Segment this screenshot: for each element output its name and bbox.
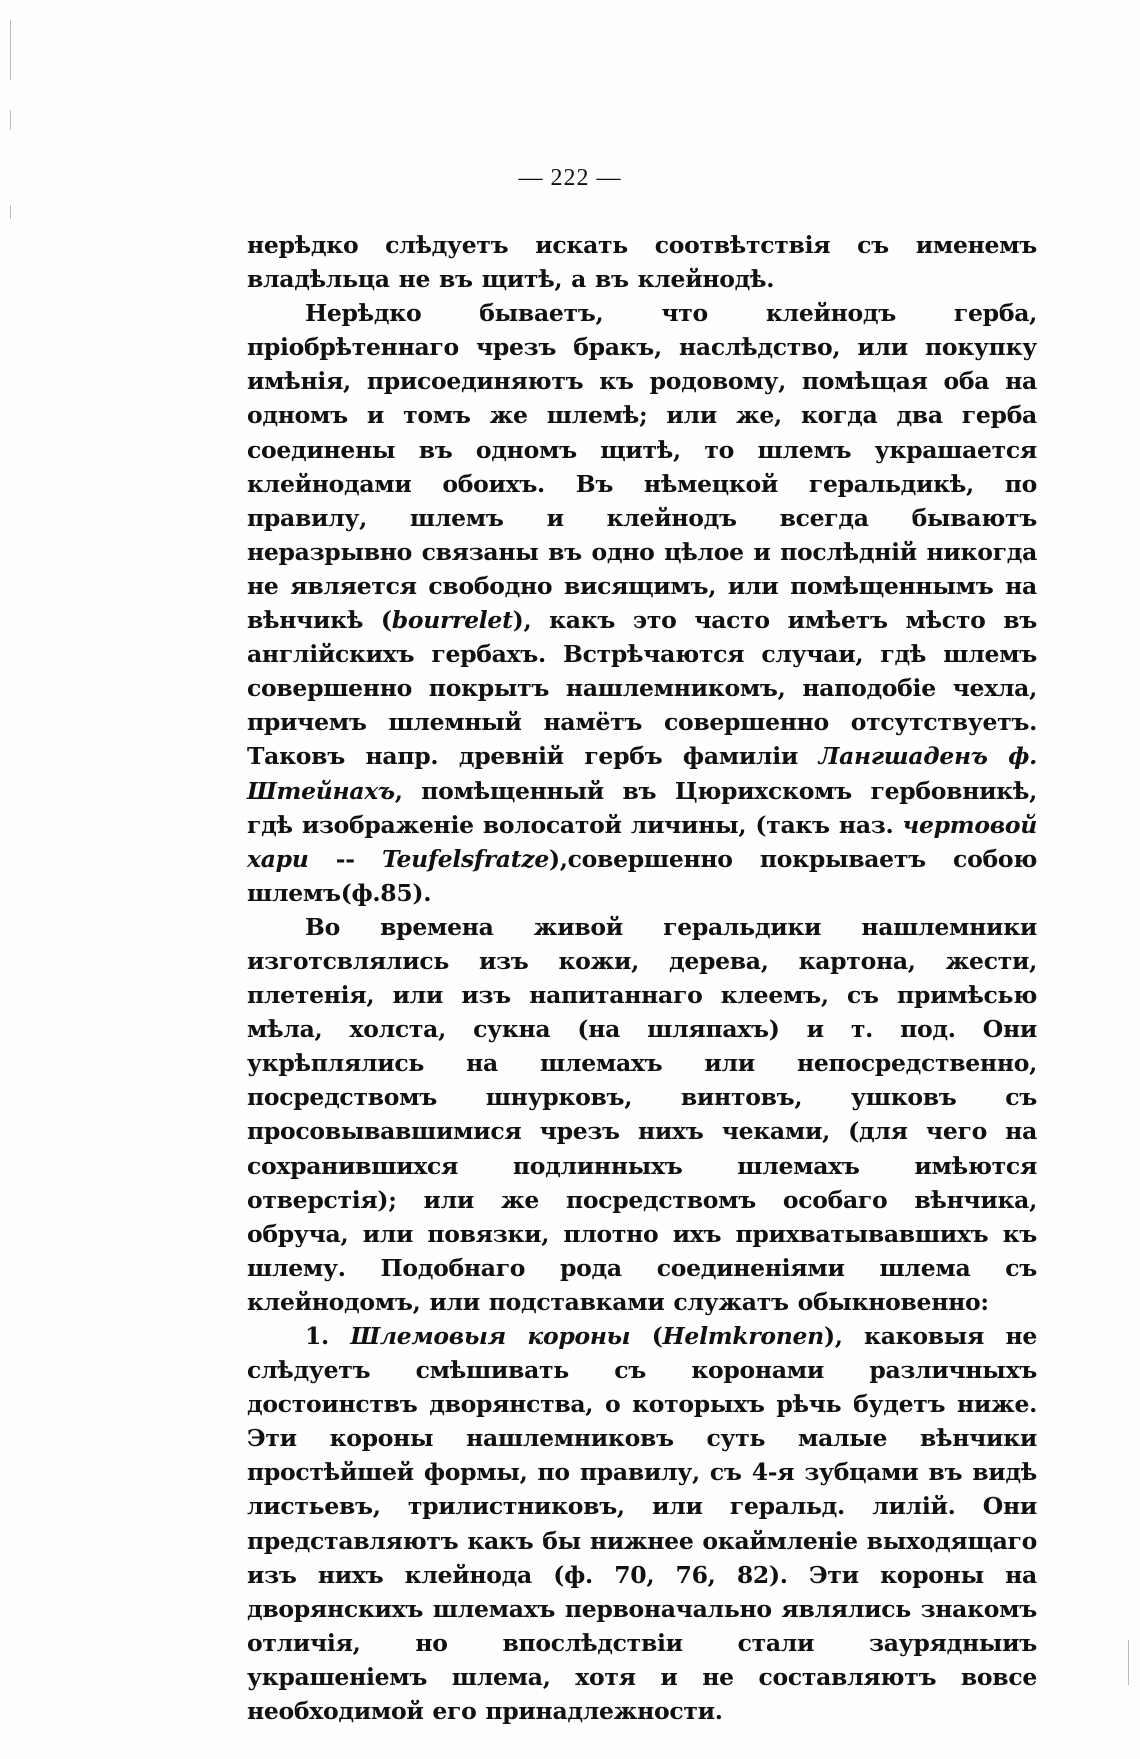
italic-run: Лангшаденъ ф. Штейнахъ — [247, 742, 1037, 805]
text-run: Во времена живой геральдики нашлемники изготсвлялись изъ кожи, дерева, картона, жести, плетенія, или изъ напитаннаго клеемъ, съ примѣсью мѣла, холста, сукна (на шляпахъ) и т. под. Они укрѣплялись на шлемахъ или непосредственно, посредствомъ шнурковъ, винтовъ, ушковъ съ просовывавшимися чрезъ нихъ чеками, (для чего на сохранившихся подлинныхъ шлемахъ имѣются отверстія); или же посредствомъ особаго вѣнчика, обруча, или повязки, плотно ихъ прихватывавшихъ къ шлему. Подобнаго рода соединеніями шлема съ клейнодомъ, или подставками служатъ обыкновенно: — [247, 912, 1037, 1316]
scan-edge-mark — [1128, 1640, 1129, 1685]
text-run: нерѣдко слѣдуетъ искать соотвѣтствія съ именемъ владѣльца не въ щитѣ, а въ клейнодѣ. — [247, 231, 1037, 294]
scan-edge-mark — [10, 205, 11, 219]
text-run: ),совершенно покрываетъ собою шлемъ(ф.85). — [247, 844, 1037, 907]
text-run: ), какъ это часто имѣетъ мѣсто въ англійскихъ гербахъ. Встрѣчаются случаи, гдѣ шлемъ совершенно покрытъ нашлемникомъ, наподобіе чехла, причемъ шлемный намётъ совершенно отсутствуетъ. Таковъ напр. древній гербъ фамиліи — [247, 606, 1037, 771]
scan-edge-mark — [10, 20, 11, 80]
paragraph — [247, 228, 1037, 296]
paragraph — [247, 910, 1037, 1319]
italic-run: чертовой хари — [247, 810, 1037, 873]
text-run: 1. — [305, 1322, 351, 1350]
scan-edge-mark — [10, 110, 11, 130]
body-text — [247, 228, 1037, 1728]
italic-run: Шлемовыя короны — [350, 1322, 631, 1350]
text-run: ), каковыя не слѣдуетъ смѣшивать съ коронами различныхъ достоинствъ дворянства, о которыхъ рѣчь будетъ ниже. Эти короны нашлемниковъ суть малые вѣнчики простѣйшей формы, по правилу, съ 4-я зубцами въ видѣ листьевъ, трилистниковъ, или геральд. лилій. Они представляютъ какъ бы нижнее окаймленіе выходящаго изъ нихъ клейнода (ф. 70, 76, 82). Эти короны на дворянскихъ шлемахъ первоначально являлись знакомъ отличія, но впослѣдствіи стали заурядныиъ украшеніемъ шлема, хотя и не составляютъ вовсе необходимой его принадлежности. — [247, 1322, 1037, 1726]
italic-run: Helmkronen — [662, 1322, 824, 1350]
text-run: , помѣщенный въ Цюрихскомъ гербовникѣ, гдѣ изображеніе волосатой личины, (такъ наз. — [247, 776, 1037, 839]
italic-run: Teufelsfratze — [381, 844, 549, 873]
paragraph — [247, 1319, 1037, 1728]
text-run: ( — [630, 1322, 663, 1350]
text-run: Нерѣдко бываетъ, что клейнодъ герба, пріобрѣтеннаго чрезъ бракъ, наслѣдство, или покупку имѣнія, присоединяютъ къ родовому, помѣщая оба на одномъ и томъ же шлемѣ; или же, когда два герба соединены въ одномъ щитѣ, то шлемъ украшается клейнодами обоихъ. Въ нѣмецкой геральдикѣ, по правилу, шлемъ и клейнодъ всегда бываютъ неразрывно связаны въ одно цѣлое и послѣдній никогда не является свободно висящимъ, или помѣщеннымъ на вѣнчикѣ ( — [247, 299, 1037, 635]
page-number: — 222 — — [518, 165, 622, 191]
italic-run: bourrelet — [391, 606, 513, 635]
paragraph — [247, 296, 1037, 910]
text-run: -- — [308, 844, 382, 873]
